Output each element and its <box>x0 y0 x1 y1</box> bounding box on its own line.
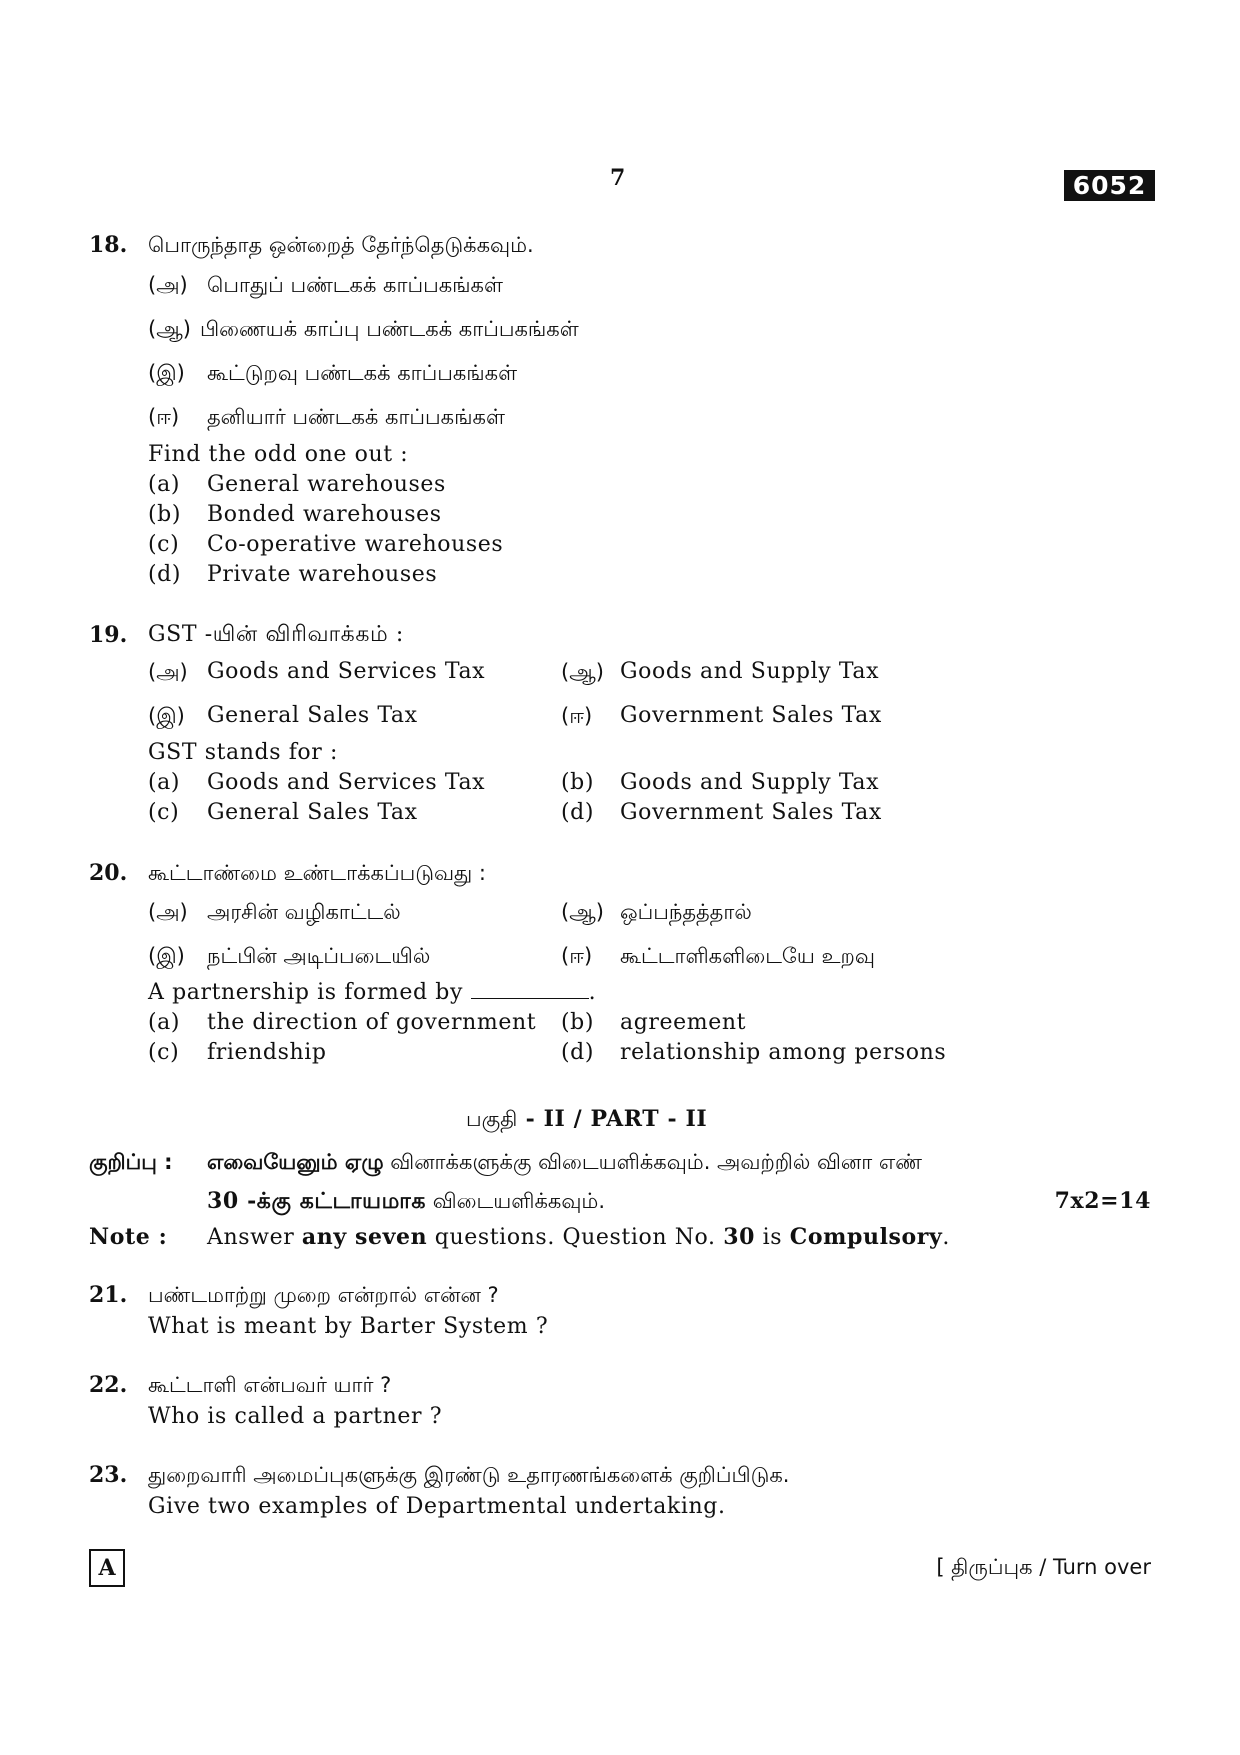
question-text-tamil: GST -யின் விரிவாக்கம் : <box>148 622 404 647</box>
question-text-tamil: பொருந்தாத ஒன்றைத் தேர்ந்தெடுக்கவும். <box>148 233 534 257</box>
note-text-tamil-line1: எவையேனும் ஏழு வினாக்களுக்கு விடையளிக்கவும். அவற்றில் வினா எண் <box>207 1150 922 1174</box>
option-text: Goods and Supply Tax <box>620 659 880 684</box>
option-label: (ஈ) <box>148 405 180 429</box>
option-text: Private warehouses <box>207 562 438 587</box>
option-label: (b) <box>561 1010 595 1035</box>
question-text-tamil: கூட்டாண்மை உண்டாக்கப்படுவது : <box>148 861 487 885</box>
option-label: (b) <box>561 770 595 795</box>
option-text: Goods and Supply Tax <box>620 770 880 795</box>
question-text-english: Who is called a partner ? <box>148 1404 443 1429</box>
question-number: 19. <box>89 622 128 648</box>
option-label: (இ) <box>148 704 185 728</box>
option-label: (ஈ) <box>561 944 593 968</box>
option-text: the direction of government <box>207 1010 537 1035</box>
option-text: கூட்டாளிகளிடையே உறவு <box>620 944 875 968</box>
option-text: ஒப்பந்தத்தால் <box>620 900 752 924</box>
option-text: Goods and Services Tax <box>207 659 486 684</box>
option-label: (c) <box>148 1040 180 1065</box>
option-text: agreement <box>620 1010 747 1035</box>
option-text: Bonded warehouses <box>207 502 442 527</box>
option-text: நட்பின் அடிப்படையில் <box>207 944 431 968</box>
option-text: Goods and Services Tax <box>207 770 486 795</box>
option-text: அரசின் வழிகாட்டல் <box>207 900 401 924</box>
option-label: (d) <box>561 800 595 825</box>
option-label: (அ) <box>148 660 188 684</box>
note-label-tamil: குறிப்பு : <box>89 1150 173 1174</box>
option-label: (இ) <box>148 944 185 968</box>
option-label: (ஆ) <box>148 317 191 341</box>
question-number: 21. <box>89 1282 128 1308</box>
question-text-tamil: துறைவாரி அமைப்புகளுக்கு இரண்டு உதாரணங்களைக் குறிப்பிடுக. <box>148 1463 790 1487</box>
option-text: பொதுப் பண்டகக் காப்பகங்கள் <box>207 273 503 297</box>
paper-code-badge: 6052 <box>1064 170 1155 201</box>
question-number: 18. <box>89 232 128 258</box>
option-label: (a) <box>148 472 181 497</box>
series-box: A <box>89 1549 125 1587</box>
option-text: பிணையக் காப்பு பண்டகக் காப்பகங்கள் <box>200 317 579 341</box>
note-label-english: Note : <box>89 1224 168 1250</box>
answer-blank-line <box>471 980 589 999</box>
option-text: Co-operative warehouses <box>207 532 504 557</box>
option-label: (b) <box>148 502 182 527</box>
question-number: 22. <box>89 1372 128 1398</box>
option-label: (c) <box>148 532 180 557</box>
option-label: (d) <box>561 1040 595 1065</box>
option-text: Government Sales Tax <box>620 800 882 825</box>
note-text-english: Answer any seven questions. Question No. 30 is Compulsory. <box>207 1224 950 1250</box>
option-label: (ஈ) <box>561 704 593 728</box>
option-label: (ஆ) <box>561 900 604 924</box>
option-label: (d) <box>148 562 182 587</box>
option-label: (இ) <box>148 361 185 385</box>
marks-allocation: 7x2=14 <box>1054 1188 1151 1214</box>
question-number: 20. <box>89 860 128 886</box>
option-label: (c) <box>148 800 180 825</box>
question-text-english: Give two examples of Departmental undertaking. <box>148 1494 726 1519</box>
option-label: (அ) <box>148 900 188 924</box>
option-text: கூட்டுறவு பண்டகக் காப்பகங்கள் <box>207 361 518 385</box>
option-text: General Sales Tax <box>207 800 418 825</box>
question-number: 23. <box>89 1462 128 1488</box>
option-label: (a) <box>148 770 181 795</box>
section-heading: பகுதி - II / PART - II <box>466 1106 708 1132</box>
question-text-english: GST stands for : <box>148 740 339 765</box>
option-text: Government Sales Tax <box>620 703 882 728</box>
option-text: General warehouses <box>207 472 446 497</box>
page-number: 7 <box>610 165 626 191</box>
question-text-english: Find the odd one out : <box>148 442 409 467</box>
note-text-tamil-line2: 30 -க்கு கட்டாயமாக விடையளிக்கவும். <box>207 1188 605 1214</box>
question-text-english: What is meant by Barter System ? <box>148 1314 549 1339</box>
option-label: (a) <box>148 1010 181 1035</box>
option-text: தனியார் பண்டகக் காப்பகங்கள் <box>207 405 505 429</box>
option-label: (ஆ) <box>561 660 604 684</box>
question-text-tamil: பண்டமாற்று முறை என்றால் என்ன ? <box>148 1283 499 1307</box>
option-text: relationship among persons <box>620 1040 947 1065</box>
question-text-english: A partnership is formed by . <box>148 980 597 1005</box>
question-text-tamil: கூட்டாளி என்பவர் யார் ? <box>148 1373 392 1397</box>
option-text: friendship <box>207 1040 327 1065</box>
option-text: General Sales Tax <box>207 703 418 728</box>
option-label: (அ) <box>148 273 188 297</box>
turn-over-note: [ திருப்புக / Turn over <box>936 1555 1151 1579</box>
